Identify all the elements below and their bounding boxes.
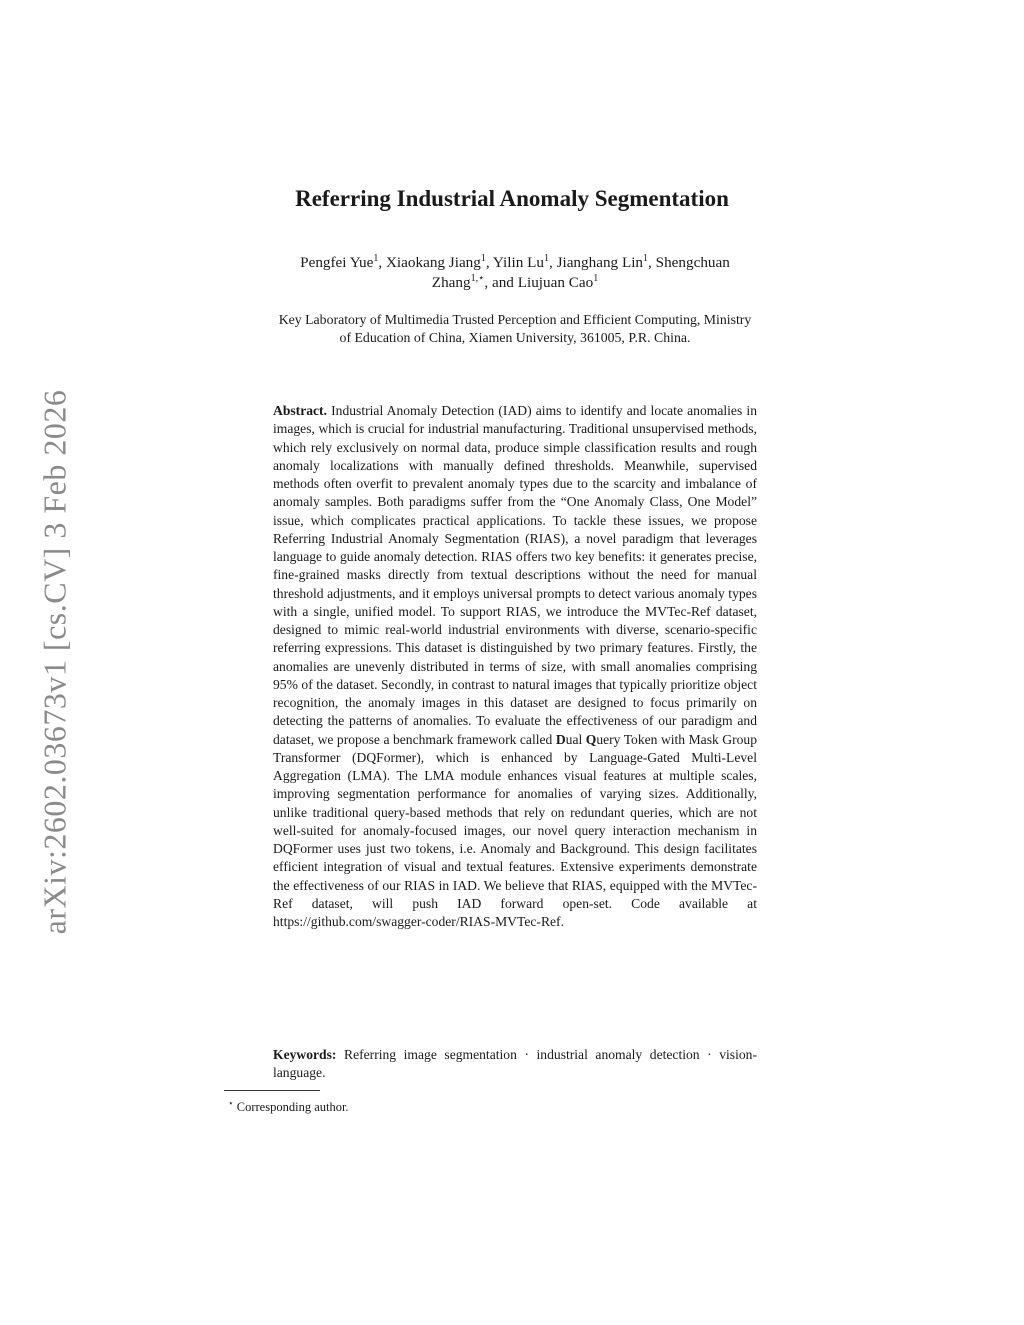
author-name: Zhang [431,274,471,291]
arxiv-identifier-stamp: arXiv:2602.03673v1 [cs.CV] 3 Feb 2026 [36,389,73,935]
affiliation-mark: 1 [643,252,649,264]
paper-title: Referring Industrial Anomaly Segmentation [295,186,729,211]
keywords-label: Keywords: [273,1047,337,1062]
author-name: Yilin Lu [492,254,544,271]
affiliation-line-1: Key Laboratory of Multimedia Trusted Perception and Efficient Computing, Ministry [278,312,752,327]
abstract-text-part-2: uery Token with Mask Group Transformer (DQFormer), which is enhanced by Language-Gated Multi-Level Aggregation (LMA). The LMA module enhances visual features at multiple scales, improving segmentation performance for anomalies of varying sizes. Additionally, unlike traditional query-based methods that rely on redundant queries, which are not well-suited for anomaly-focused images, our novel query interaction mechanism in DQFormer uses just two tokens, i.e. Anomaly and Background. This design facilitates efficient integration of visual and textual features. Extensive experiments demonstrate the effectiveness of our RIAS in IAD. We believe that RIAS, equipped with the MVTec-Ref dataset, will push IAD forward open-set. Code available at https://github.com/swagger-coder/RIAS-MVTec-Ref. [273,731,757,929]
footnote-text: Corresponding author. [236,1100,349,1115]
abstract-bold-letter-d: D [555,731,566,747]
footnote [228,1095,349,1115]
footnote-mark: ⋆ [228,1098,234,1108]
affiliation-mark: 1 [543,252,549,264]
author-name: and Liujuan Cao [491,274,594,291]
affiliation-mark: 1 [373,252,379,264]
author-name: Pengfei Yue [300,254,374,271]
affiliation-mark: 1,⋆ [470,272,485,284]
footnote-divider [224,1090,320,1091]
keywords [273,1046,757,1083]
abstract-text-part-1: Industrial Anomaly Detection (IAD) aims to identify and locate anomalies in images, which is crucial for industrial manufacturing. Traditional unsupervised methods, which rely exclusively on normal data, produce simple classification results and rough anomaly localizations with manually defined thresholds. Meanwhile, supervised methods often overfit to prevalent anomaly types due to the scarcity and imbalance of anomaly samples. Both paradigms suffer from the “One Anomaly Class, One Model” issue, which complicates practical applications. To tackle these issues, we propose Referring Industrial Anomaly Segmentation (RIAS), a novel paradigm that leverages language to guide anomaly detection. RIAS offers two key benefits: it generates precise, fine-grained masks directly from textual descriptions without the need for manual threshold adjustments, and it employs universal prompts to detect various anomaly types with a single, unified model. To support RIAS, we introduce the MVTec-Ref dataset, designed to mimic real-world industrial environments with diverse, scenario-specific referring expressions. This dataset is distinguished by two primary features. Firstly, the anomalies are unevenly distributed in terms of size, with small anomalies comprising 95% of the dataset. Secondly, in contrast to natural images that typically prioritize object recognition, the anomaly images in this dataset are designed to focus primarily on detecting the patterns of anomalies. To evaluate the effectiveness of our paradigm and dataset, we propose a benchmark framework called [273,403,757,747]
abstract-label: Abstract. [273,403,327,418]
author-name: Shengchuan [655,254,730,271]
author-line-2: Zhang$^{1,⋆}$, and Liujuan Cao$^1$ [431,272,599,291]
author-name: Xiaokang Jiang [385,254,481,271]
author-line-1: Pengfei Yue$^1$, Xiaokang Jiang$^1$, Yilin Lu$^1$, Jianghang Lin$^1$, Shengchuan [300,252,730,271]
abstract-bold-letter-q: Q [585,731,597,747]
affiliation-line-2: of Education of China, Xiamen University, 361005, P.R. China. [339,330,691,345]
abstract [273,402,757,931]
keywords-text: Referring image segmentation · industrial anomaly detection · vision-language. [273,1047,757,1081]
abstract-text-ual: ual [565,731,586,747]
author-name: Jianghang Lin [556,254,644,271]
affiliation [205,311,825,347]
affiliation-mark: 1 [593,272,599,284]
author-list [220,253,810,293]
affiliation-mark: 1 [480,252,486,264]
